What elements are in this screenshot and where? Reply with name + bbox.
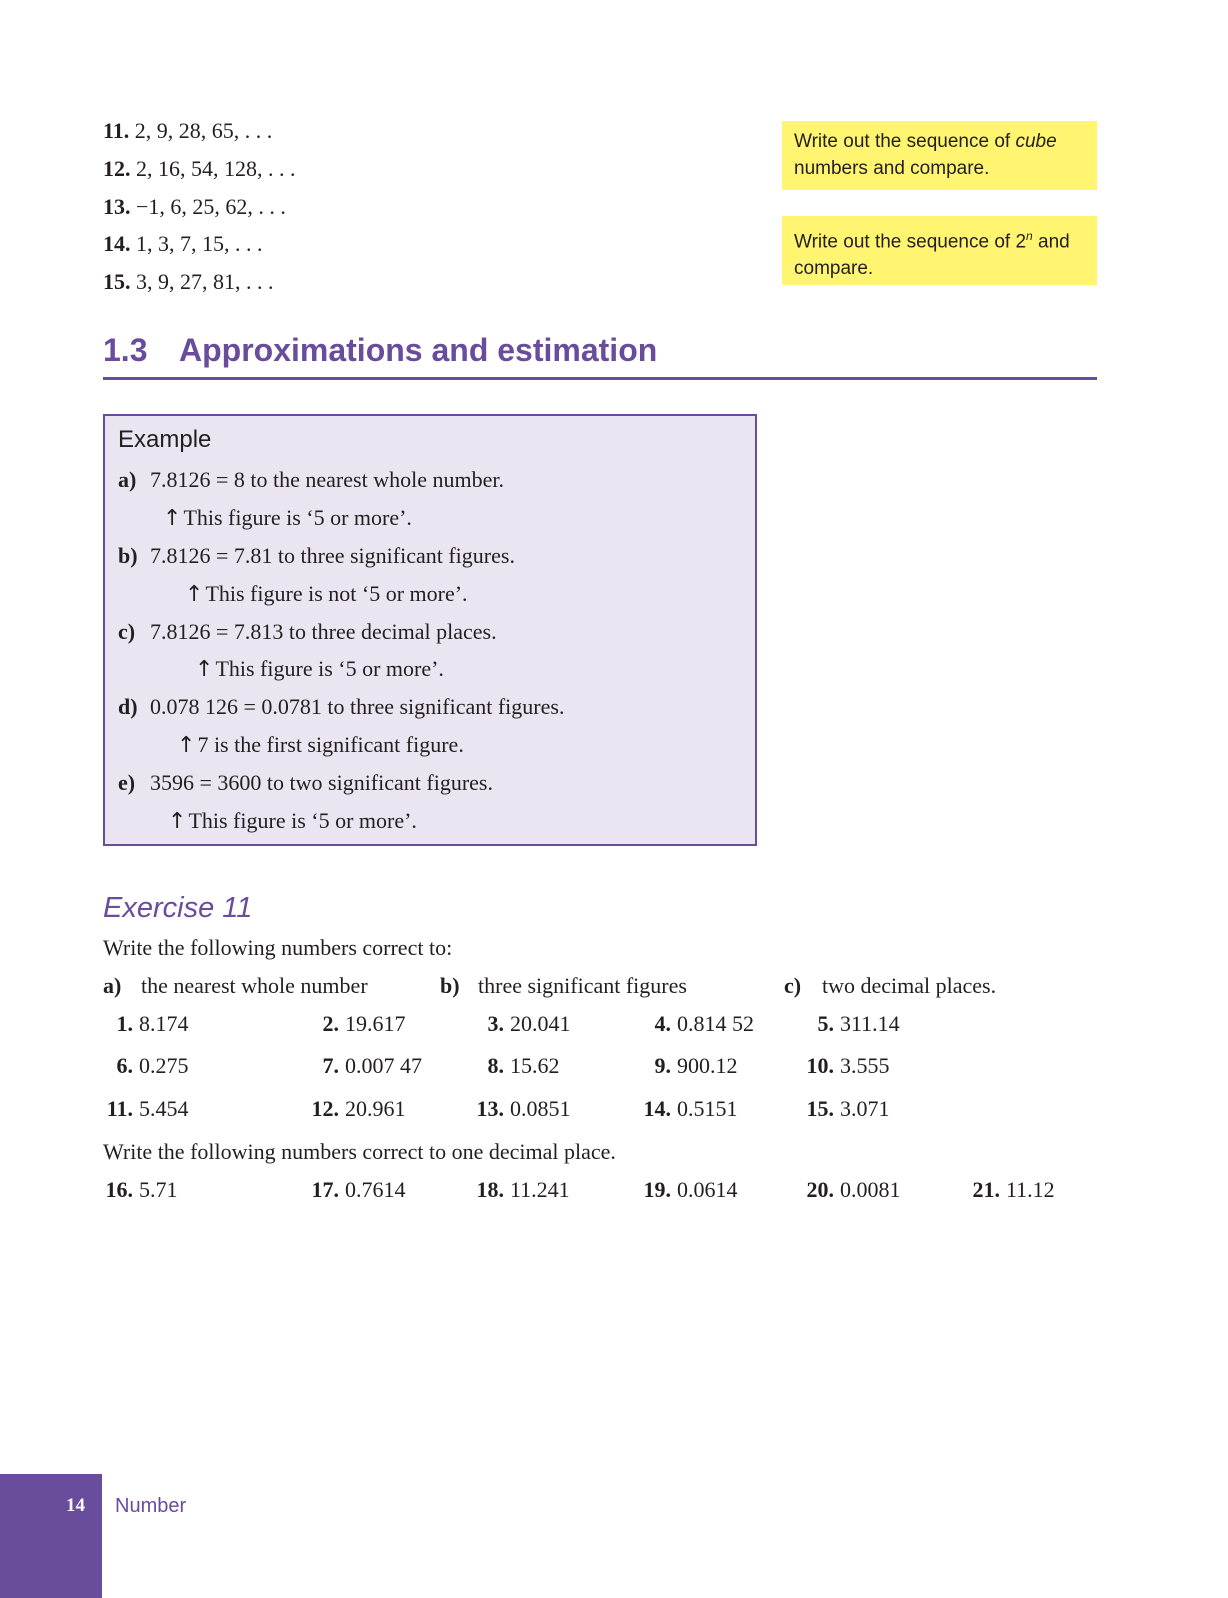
exercise-question [966,1176,1055,1204]
sequence-item [103,155,296,183]
example-item [118,542,515,570]
exercise-question [637,1010,754,1038]
example-note [168,807,417,836]
option-c [784,972,996,1000]
example-text: 7.8126 = 8 to the nearest whole number. [150,467,504,492]
option-a [103,972,368,1000]
question-value: 311.14 [840,1011,900,1036]
question-number: 13. [103,194,131,219]
up-arrow-icon: ↑ [195,657,214,682]
question-value: 3.555 [840,1053,890,1078]
example-text: 0.078 126 = 0.0781 to three significant figures. [150,694,565,719]
question-number: 14. [643,1096,671,1121]
exercise-question [800,1176,901,1204]
question-value: 11.12 [1006,1177,1055,1202]
example-box [103,414,757,846]
question-value: 900.12 [677,1053,738,1078]
up-arrow-icon: ↑ [177,733,196,758]
question-number: 18. [476,1177,504,1202]
exercise-question [103,1095,189,1123]
chapter-label: Number [115,1495,187,1517]
question-value: 0.814 52 [677,1011,754,1036]
option-b [440,972,687,1000]
question-value: 20.961 [345,1096,406,1121]
question-number: 6. [116,1053,133,1078]
question-number: 16. [105,1177,133,1202]
option-label: a) [103,973,122,998]
question-number: 12. [103,156,131,181]
exercise-question [305,1095,406,1123]
option-text: three significant figures [478,973,687,998]
hint-text: Write out the sequence of [794,131,1016,152]
example-note [163,504,412,533]
example-note [177,731,464,760]
question-value: 0.0614 [677,1177,738,1202]
option-text: the nearest whole number [141,973,368,998]
hint-text: numbers and compare. [794,158,990,179]
question-number: 7. [322,1053,339,1078]
exercise-question [470,1010,571,1038]
example-title: Example [118,426,212,453]
example-item [118,466,504,494]
example-text: 3596 = 3600 to two significant figures. [150,770,493,795]
sequence-text: 2, 9, 28, 65, . . . [134,118,273,143]
question-number: 13. [476,1096,504,1121]
sequence-item [103,117,272,145]
option-label: b) [440,973,460,998]
hint-text: compare. [794,258,874,280]
example-label: a) [118,467,137,492]
exercise-instruction: Write the following numbers correct to one decimal place. [103,1139,616,1164]
exercise-question [470,1176,570,1204]
footer-bar [0,1474,102,1598]
sequence-text: −1, 6, 25, 62, . . . [136,194,286,219]
example-note [195,655,444,684]
question-number: 21. [972,1177,1000,1202]
question-number: 10. [806,1053,834,1078]
hint-box-cube [782,121,1097,190]
question-number: 11. [103,118,130,143]
question-number: 1. [116,1011,133,1036]
question-number: 11. [106,1096,133,1121]
exercise-question [103,1010,189,1038]
exercise-question [637,1052,738,1080]
hint-box-power [782,216,1097,285]
question-value: 0.0851 [510,1096,571,1121]
question-number: 5. [817,1011,834,1036]
sequence-text: 3, 9, 27, 81, . . . [136,269,274,294]
up-arrow-icon: ↑ [168,809,187,834]
question-number: 20. [806,1177,834,1202]
question-number: 14. [103,231,131,256]
exercise-question [103,1176,178,1204]
note-text: This figure is ‘5 or more’. [183,505,412,530]
section-title: Approximations and estimation [179,332,658,368]
question-value: 5.454 [139,1096,189,1121]
question-number: 4. [654,1011,671,1036]
question-number: 15. [103,269,131,294]
example-label: d) [118,694,138,719]
question-value: 0.7614 [345,1177,406,1202]
note-text: This figure is not ‘5 or more’. [205,581,468,606]
exercise-question [305,1010,406,1038]
question-number: 3. [487,1011,504,1036]
question-value: 5.71 [139,1177,178,1202]
example-label: c) [118,619,136,644]
sequence-item [103,230,263,258]
question-value: 0.5151 [677,1096,738,1121]
question-value: 0.275 [139,1053,189,1078]
sequence-item [103,193,286,221]
question-value: 15.62 [510,1053,560,1078]
hint-superscript: n [1026,229,1033,243]
hint-emphasis: cube [1015,131,1057,152]
question-value: 0.007 47 [345,1053,422,1078]
up-arrow-icon: ↑ [163,506,182,531]
question-value: 3.071 [840,1096,890,1121]
example-item [118,693,564,721]
exercise-question [470,1052,560,1080]
question-number: 2. [322,1011,339,1036]
question-value: 11.241 [510,1177,570,1202]
question-value: 19.617 [345,1011,406,1036]
exercise-title: Exercise 11 [103,892,253,924]
sequence-item [103,268,274,296]
question-number: 17. [311,1177,339,1202]
question-value: 0.0081 [840,1177,901,1202]
page-number: 14 [66,1495,85,1516]
exercise-question [800,1052,890,1080]
exercise-question [470,1095,571,1123]
example-text: 7.8126 = 7.81 to three significant figures. [150,543,515,568]
example-label: b) [118,543,138,568]
question-number: 8. [487,1053,504,1078]
exercise-question [637,1176,738,1204]
example-note [185,580,468,609]
hint-text: and [1032,231,1070,253]
sequence-text: 2, 16, 54, 128, . . . [136,156,296,181]
sequence-text: 1, 3, 7, 15, . . . [136,231,263,256]
exercise-question [637,1095,738,1123]
exercise-question [800,1010,900,1038]
question-value: 8.174 [139,1011,189,1036]
exercise-question [800,1095,890,1123]
section-heading [103,327,1097,380]
exercise-question [305,1176,406,1204]
option-text: two decimal places. [822,973,997,998]
note-text: This figure is ‘5 or more’. [215,656,444,681]
question-number: 9. [654,1053,671,1078]
up-arrow-icon: ↑ [185,582,204,607]
question-value: 20.041 [510,1011,571,1036]
note-text: This figure is ‘5 or more’. [188,808,417,833]
example-item [118,618,497,646]
example-item [118,769,493,797]
example-text: 7.8126 = 7.813 to three decimal places. [150,619,497,644]
exercise-question [305,1052,422,1080]
hint-text: Write out the sequence of 2 [794,231,1027,253]
example-label: e) [118,770,136,795]
section-number: 1.3 [103,332,148,368]
question-number: 15. [806,1096,834,1121]
question-number: 19. [643,1177,671,1202]
option-label: c) [784,973,802,998]
note-text: 7 is the first significant figure. [197,732,464,757]
exercise-question [103,1052,189,1080]
exercise-instruction: Write the following numbers correct to: [103,935,453,960]
question-number: 12. [311,1096,339,1121]
